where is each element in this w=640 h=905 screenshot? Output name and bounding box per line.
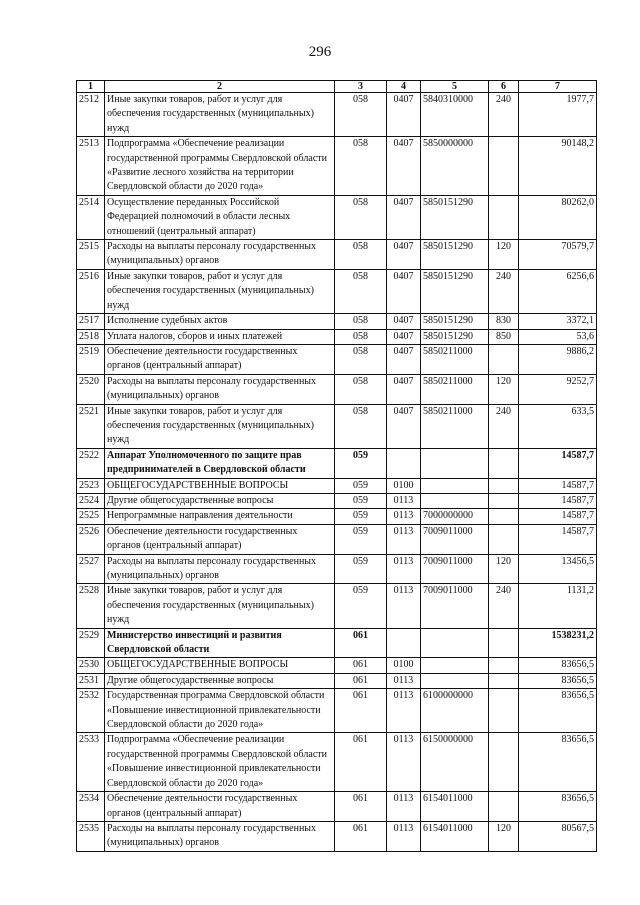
code-ministry: 058	[335, 195, 387, 239]
item-name: Осуществление переданных Российской Федерацией полномочий в области лесных отношений (центральный аппарат)	[105, 195, 335, 239]
code-expense-type: 120	[489, 240, 519, 270]
amount: 6256,6	[519, 269, 597, 313]
row-number: 2515	[77, 240, 105, 270]
column-header: 4	[387, 81, 421, 93]
code-ministry: 058	[335, 329, 387, 344]
code-expense-type	[489, 344, 519, 374]
code-expense-type	[489, 137, 519, 196]
table-row	[77, 195, 597, 239]
code-ministry: 058	[335, 269, 387, 313]
code-ministry: 059	[335, 478, 387, 493]
code-ministry: 058	[335, 314, 387, 329]
row-number: 2526	[77, 524, 105, 554]
item-name: Обеспечение деятельности государственных органов (центральный аппарат)	[105, 344, 335, 374]
amount: 633,5	[519, 404, 597, 448]
code-target: 6154011000	[421, 792, 489, 822]
code-expense-type: 240	[489, 93, 519, 137]
code-target	[421, 673, 489, 688]
code-expense-type	[489, 195, 519, 239]
table-row	[77, 374, 597, 404]
row-number: 2535	[77, 821, 105, 851]
code-section: 0100	[387, 658, 421, 673]
row-number: 2531	[77, 673, 105, 688]
code-target: 6100000000	[421, 689, 489, 733]
code-target: 5850151290	[421, 314, 489, 329]
row-number: 2521	[77, 404, 105, 448]
item-name: Расходы на выплаты персоналу государственных (муниципальных) органов	[105, 821, 335, 851]
code-target: 5840310000	[421, 93, 489, 137]
amount: 1977,7	[519, 93, 597, 137]
code-section	[387, 448, 421, 478]
table-row	[77, 628, 597, 658]
code-section: 0407	[387, 374, 421, 404]
row-number: 2525	[77, 509, 105, 524]
item-name: ОБЩЕГОСУДАРСТВЕННЫЕ ВОПРОСЫ	[105, 478, 335, 493]
item-name: Уплата налогов, сборов и иных платежей	[105, 329, 335, 344]
row-number: 2528	[77, 584, 105, 628]
amount: 1538231,2	[519, 628, 597, 658]
amount: 14587,7	[519, 478, 597, 493]
code-target: 7000000000	[421, 509, 489, 524]
code-expense-type	[489, 448, 519, 478]
row-number: 2523	[77, 478, 105, 493]
code-expense-type: 120	[489, 374, 519, 404]
table-row	[77, 493, 597, 508]
row-number: 2530	[77, 658, 105, 673]
code-expense-type	[489, 673, 519, 688]
table-row	[77, 448, 597, 478]
column-header: 7	[519, 81, 597, 93]
amount: 80262,0	[519, 195, 597, 239]
amount: 80567,5	[519, 821, 597, 851]
code-ministry: 059	[335, 584, 387, 628]
amount: 1131,2	[519, 584, 597, 628]
row-number: 2522	[77, 448, 105, 478]
code-expense-type	[489, 524, 519, 554]
item-name: Расходы на выплаты персоналу государственных (муниципальных) органов	[105, 240, 335, 270]
item-name: Иные закупки товаров, работ и услуг для обеспечения государственных (муниципальных) нужд	[105, 404, 335, 448]
code-expense-type	[489, 792, 519, 822]
column-header: 3	[335, 81, 387, 93]
code-section: 0407	[387, 240, 421, 270]
code-section: 0113	[387, 689, 421, 733]
item-name: Государственная программа Свердловской области «Повышение инвестиционной привлекательности Свердловской области до 2020 года»	[105, 689, 335, 733]
table-row	[77, 137, 597, 196]
code-section: 0407	[387, 137, 421, 196]
item-name: Иные закупки товаров, работ и услуг для обеспечения государственных (муниципальных) нужд	[105, 269, 335, 313]
code-expense-type	[489, 733, 519, 792]
code-ministry: 059	[335, 554, 387, 584]
code-section: 0407	[387, 329, 421, 344]
item-name: Иные закупки товаров, работ и услуг для обеспечения государственных (муниципальных) нужд	[105, 93, 335, 137]
table-row	[77, 658, 597, 673]
row-number: 2533	[77, 733, 105, 792]
code-expense-type	[489, 509, 519, 524]
row-number: 2529	[77, 628, 105, 658]
code-ministry: 061	[335, 689, 387, 733]
code-section: 0113	[387, 673, 421, 688]
code-target: 5850211000	[421, 404, 489, 448]
code-target	[421, 658, 489, 673]
code-target: 5850211000	[421, 374, 489, 404]
table-row	[77, 554, 597, 584]
code-expense-type	[489, 628, 519, 658]
budget-table	[76, 80, 597, 852]
code-target	[421, 628, 489, 658]
code-section: 0407	[387, 344, 421, 374]
table-row	[77, 689, 597, 733]
code-section: 0113	[387, 509, 421, 524]
code-target: 7009011000	[421, 584, 489, 628]
code-section: 0113	[387, 821, 421, 851]
table-row	[77, 314, 597, 329]
code-target: 5850000000	[421, 137, 489, 196]
code-target: 5850151290	[421, 329, 489, 344]
code-section: 0407	[387, 404, 421, 448]
code-target	[421, 448, 489, 478]
amount: 70579,7	[519, 240, 597, 270]
code-ministry: 061	[335, 733, 387, 792]
table-row	[77, 673, 597, 688]
code-expense-type: 120	[489, 821, 519, 851]
amount: 83656,5	[519, 658, 597, 673]
code-ministry: 058	[335, 240, 387, 270]
table-row	[77, 404, 597, 448]
row-number: 2514	[77, 195, 105, 239]
code-ministry: 061	[335, 821, 387, 851]
code-ministry: 061	[335, 673, 387, 688]
code-section	[387, 628, 421, 658]
table-row	[77, 584, 597, 628]
amount: 90148,2	[519, 137, 597, 196]
item-name: Подпрограмма «Обеспечение реализации государственной программы Свердловской области «Повышение инвестиционной привлекательности Свердловской области до 2020 года»	[105, 733, 335, 792]
item-name: Аппарат Уполномоченного по защите прав предпринимателей в Свердловской области	[105, 448, 335, 478]
code-target: 5850151290	[421, 269, 489, 313]
code-ministry: 061	[335, 658, 387, 673]
table-row	[77, 329, 597, 344]
table-row	[77, 478, 597, 493]
code-ministry: 058	[335, 93, 387, 137]
code-section: 0407	[387, 93, 421, 137]
code-section: 0113	[387, 733, 421, 792]
amount: 13456,5	[519, 554, 597, 584]
code-ministry: 058	[335, 374, 387, 404]
code-target: 6154011000	[421, 821, 489, 851]
table-row	[77, 269, 597, 313]
row-number: 2520	[77, 374, 105, 404]
item-name: Обеспечение деятельности государственных органов (центральный аппарат)	[105, 792, 335, 822]
row-number: 2527	[77, 554, 105, 584]
code-expense-type: 240	[489, 404, 519, 448]
code-target: 6150000000	[421, 733, 489, 792]
item-name: Подпрограмма «Обеспечение реализации государственной программы Свердловской области «Развитие лесного хозяйства на территории Свердловской области до 2020 года»	[105, 137, 335, 196]
code-expense-type	[489, 493, 519, 508]
item-name: Министерство инвестиций и развития Свердловской области	[105, 628, 335, 658]
row-number: 2512	[77, 93, 105, 137]
code-target: 7009011000	[421, 524, 489, 554]
code-expense-type	[489, 658, 519, 673]
code-expense-type: 830	[489, 314, 519, 329]
row-number: 2517	[77, 314, 105, 329]
code-ministry: 059	[335, 448, 387, 478]
table-row	[77, 509, 597, 524]
amount: 14587,7	[519, 524, 597, 554]
code-expense-type	[489, 478, 519, 493]
row-number: 2513	[77, 137, 105, 196]
row-number: 2516	[77, 269, 105, 313]
item-name: ОБЩЕГОСУДАРСТВЕННЫЕ ВОПРОСЫ	[105, 658, 335, 673]
code-expense-type: 850	[489, 329, 519, 344]
row-number: 2532	[77, 689, 105, 733]
amount: 83656,5	[519, 792, 597, 822]
code-section: 0407	[387, 314, 421, 329]
code-target	[421, 493, 489, 508]
code-section: 0113	[387, 792, 421, 822]
code-section: 0113	[387, 554, 421, 584]
amount: 14587,7	[519, 448, 597, 478]
item-name: Другие общегосударственные вопросы	[105, 493, 335, 508]
code-target	[421, 478, 489, 493]
amount: 53,6	[519, 329, 597, 344]
code-ministry: 059	[335, 524, 387, 554]
item-name: Иные закупки товаров, работ и услуг для обеспечения государственных (муниципальных) нужд	[105, 584, 335, 628]
code-target: 7009011000	[421, 554, 489, 584]
item-name: Непрограммные направления деятельности	[105, 509, 335, 524]
code-target: 5850151290	[421, 195, 489, 239]
code-section: 0407	[387, 195, 421, 239]
code-section: 0113	[387, 524, 421, 554]
item-name: Исполнение судебных актов	[105, 314, 335, 329]
code-ministry: 059	[335, 509, 387, 524]
column-header: 6	[489, 81, 519, 93]
code-section: 0407	[387, 269, 421, 313]
code-expense-type: 240	[489, 584, 519, 628]
code-ministry: 058	[335, 404, 387, 448]
code-section: 0113	[387, 493, 421, 508]
amount: 14587,7	[519, 509, 597, 524]
column-header: 1	[77, 81, 105, 93]
amount: 83656,5	[519, 689, 597, 733]
table-row	[77, 344, 597, 374]
column-header: 5	[421, 81, 489, 93]
row-number: 2518	[77, 329, 105, 344]
table-row	[77, 792, 597, 822]
amount: 83656,5	[519, 733, 597, 792]
amount: 9252,7	[519, 374, 597, 404]
code-expense-type: 120	[489, 554, 519, 584]
code-ministry: 058	[335, 137, 387, 196]
item-name: Расходы на выплаты персоналу государственных (муниципальных) органов	[105, 554, 335, 584]
row-number: 2534	[77, 792, 105, 822]
code-ministry: 061	[335, 792, 387, 822]
page-number: 296	[308, 44, 332, 60]
amount: 9886,2	[519, 344, 597, 374]
code-ministry: 061	[335, 628, 387, 658]
row-number: 2524	[77, 493, 105, 508]
item-name: Обеспечение деятельности государственных органов (центральный аппарат)	[105, 524, 335, 554]
amount: 14587,7	[519, 493, 597, 508]
table-header-row	[77, 81, 597, 93]
table-row	[77, 240, 597, 270]
code-expense-type	[489, 689, 519, 733]
code-expense-type: 240	[489, 269, 519, 313]
code-section: 0113	[387, 584, 421, 628]
table-row	[77, 821, 597, 851]
code-ministry: 059	[335, 493, 387, 508]
code-target: 5850151290	[421, 240, 489, 270]
code-section: 0100	[387, 478, 421, 493]
item-name: Другие общегосударственные вопросы	[105, 673, 335, 688]
table-row	[77, 733, 597, 792]
code-target: 5850211000	[421, 344, 489, 374]
code-ministry: 058	[335, 344, 387, 374]
amount: 83656,5	[519, 673, 597, 688]
table-row	[77, 93, 597, 137]
amount: 3372,1	[519, 314, 597, 329]
item-name: Расходы на выплаты персоналу государственных (муниципальных) органов	[105, 374, 335, 404]
row-number: 2519	[77, 344, 105, 374]
table-row	[77, 524, 597, 554]
column-header: 2	[105, 81, 335, 93]
